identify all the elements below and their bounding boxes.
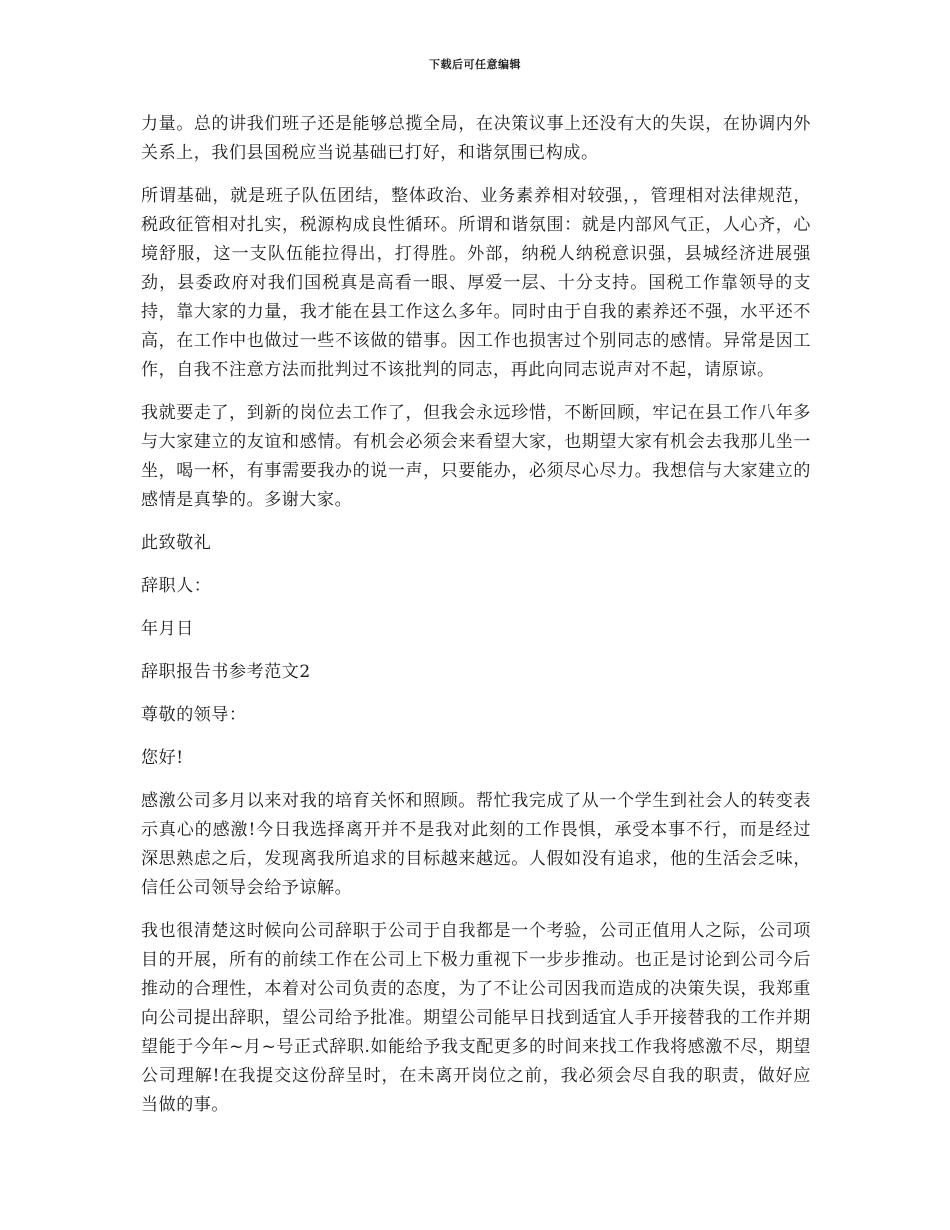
body-paragraph: 感激公司多月以来对我的培育关怀和照顾。帮忙我完成了从一个学生到社会人的转变表示真心的感激!今日我选择离开并不是我对此刻的工作畏惧，承受本事不行，而是经过深思熟虑之后，发现离我所追求的目标越来越远。人假如没有追求，他的生活会乏味，信任公司领导会给予谅解。 <box>141 791 811 898</box>
greeting: 您好! <box>141 748 184 768</box>
document-body <box>141 110 811 1134</box>
body-paragraph: 力量。总的讲我们班子还是能够总揽全局，在决策议事上还没有大的失误，在协调内外关系上，我们县国税应当说基础已打好，和谐氛围已构成。 <box>141 114 811 163</box>
date-label: 年月日 <box>141 619 194 639</box>
closing-salutation: 此致敬礼 <box>141 533 212 553</box>
section-title: 辞职报告书参考范文2 <box>141 662 311 682</box>
signature-label: 辞职人： <box>141 576 212 596</box>
body-paragraph: 我也很清楚这时候向公司辞职于公司于自我都是一个考验，公司正值用人之际，公司项目的开展，所有的前续工作在公司上下极力重视下一步步推动。也正是讨论到公司今后推动的合理性，本着对公司负责的态度，为了不让公司因我而造成的决策失误，我郑重向公司提出辞职，望公司给予批准。期望公司能早日找到适宜人手开接替我的工作并期望能于今年~月~号正式辞职.如能给予我支配更多的时间来找工作我将感激不尽，期望公司理解!在我提交这份辞呈时，在未离开岗位之前，我必须会尽自我的职责，做好应当做的事。 <box>141 921 811 1115</box>
greeting-recipient: 尊敬的领导： <box>141 705 247 725</box>
body-paragraph: 所谓基础，就是班子队伍团结，整体政治、业务素养相对较强，，管理相对法律规范，税政征管相对扎实，税源构成良性循环。所谓和谐氛围：就是内部风气正，人心齐，心境舒服，这一支队伍能拉得出，打得胜。外部，纳税人纳税意识强，县城经济进展强劲，县委政府对我们国税真是高看一眼、厚爱一层、十分支持。国税工作靠领导的支持，靠大家的力量，我才能在县工作这么多年。同时由于自我的素养还不强，水平还不高，在工作中也做过一些不该做的错事。因工作也损害过个别同志的感情。异常是因工作，自我不注意方法而批判过不该批判的同志，再此向同志说声对不起，请原谅。 <box>141 186 811 380</box>
body-paragraph: 我就要走了，到新的岗位去工作了，但我会永远珍惜，不断回顾，牢记在县工作八年多与大家建立的友谊和感情。有机会必须会来看望大家，也期望大家有机会去我那儿坐一坐，喝一杯，有事需要我办的说一声，只要能办，必须尽心尽力。我想信与大家建立的感情是真挚的。多谢大家。 <box>141 403 811 510</box>
page-header: 下载后可任意编辑 <box>429 58 521 71</box>
